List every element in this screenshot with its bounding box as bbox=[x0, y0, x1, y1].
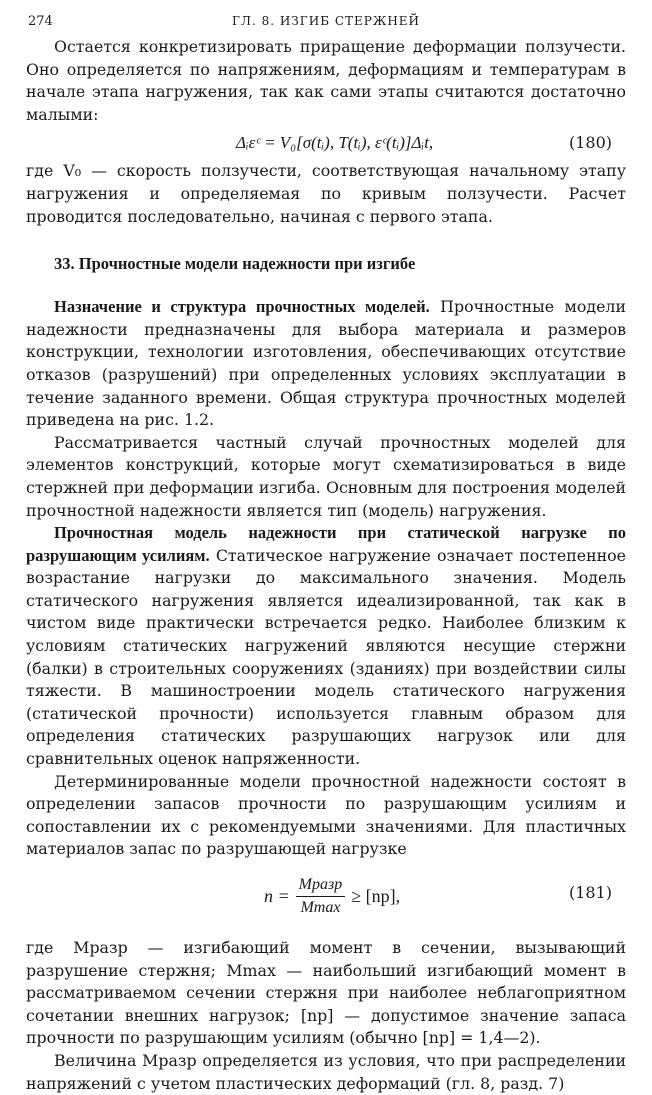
running-title: ГЛ. 8. ИЗГИБ СТЕРЖНЕЙ bbox=[231, 14, 421, 28]
formula-181-denominator: Mmax bbox=[300, 898, 341, 916]
formula-181-row bbox=[26, 865, 626, 929]
formula-181 bbox=[264, 867, 400, 925]
equation-number-180: (180) bbox=[568, 133, 612, 153]
paragraph-particular-case: Рассматривается частный случай прочностных моделей для элементов конструкций, которые могут схематизироваться в виде стержней при деформации изгиба. Основным для построения моделей прочностной надежности является тип (модель) нагружения. bbox=[26, 432, 626, 520]
paragraph-static-model bbox=[26, 522, 626, 771]
paragraph-static-model-text: Статическое нагружение означает постепенное возрастание нагрузки до максимального значения. Модель статического нагружения является идеализированной, так как в чистом виде практически встречается редко. Наиболее близким к условиям статических нагружений являются несущие стержни (балки) в строительных сооружениях (зданиях) при воздействии силы тяжести. В машиностроении модель статического нагружения (статической прочности) используется главным образом для определения статических разрушающих нагрузок или для сравнительных оценок напряженности. bbox=[26, 545, 626, 769]
formula-180-explanation: где V₀ — скорость ползучести, соответствующая начальному этапу нагружения и определяемая по кривым ползучести. Расчет проводится последовательно, начиная с первого этапа. bbox=[26, 161, 626, 226]
section-heading: 33. Прочностные модели надежности при изгибе bbox=[54, 254, 416, 274]
formula-181-lhs: n = bbox=[264, 885, 290, 906]
formula-180-row bbox=[26, 126, 626, 160]
paragraph-purpose bbox=[26, 296, 626, 432]
formula-181-numerator: Mразр bbox=[296, 876, 346, 897]
paragraph-m-razr: Величина Mразр определяется из условия, что при распределении напряжений с учетом пластических деформаций (гл. 8, разд. 7) bbox=[26, 1050, 626, 1093]
formula-181-explanation: где Mразр — изгибающий момент в сечении, вызывающий разрушение стержня; Mmax — наибольший изгибающий момент в рассматриваемом сечении стержня при наиболее неблагоприятном сочетании внешних нагрузок; [nр] — допустимое значение запаса прочности по разрушающим усилиям (обычно [nр] = 1,4—2). bbox=[26, 938, 626, 1048]
page-number: 274 bbox=[28, 14, 53, 29]
formula-181-rhs: ≥ [nр], bbox=[351, 885, 401, 906]
paragraph-purpose-text: Прочностные модели надежности предназначены для выбора материала и размеров конструкции, технологии изготовления, обеспечивающих отсутствие отказов (разрушений) при определенных условиях эксплуатации в течение заданного времени. Общая структура прочностных моделей приведена на рис. 1.2. bbox=[26, 297, 626, 430]
paragraph-static-model-heading: Прочностная модель надежности при статической нагрузке по разрушающим усилиям. bbox=[26, 523, 626, 565]
paragraph-deterministic: Детерминированные модели прочностной надежности состоят в определении запасов прочности по разрушающим усилиям и сопоставлении их с рекомендуемыми значениями. Для пластичных материалов запас по разрушающей нагрузке bbox=[26, 771, 626, 859]
intro-paragraph: Остается конкретизировать приращение деформации ползучести. Оно определяется по напряжениям, деформациям и температурам в начале этапа нагружения, так как сами этапы считаются достаточно малыми: bbox=[26, 37, 626, 124]
formula-181-fraction bbox=[296, 876, 346, 917]
formula-180: Δᵢεᶜ = V₀[σ(tᵢ), T(tᵢ), εᶜ(tᵢ)]Δᵢt, bbox=[236, 133, 434, 153]
equation-number-181: (181) bbox=[568, 883, 612, 902]
page-header bbox=[26, 10, 626, 36]
paragraph-purpose-heading: Назначение и структура прочностных моделей. bbox=[54, 297, 430, 317]
